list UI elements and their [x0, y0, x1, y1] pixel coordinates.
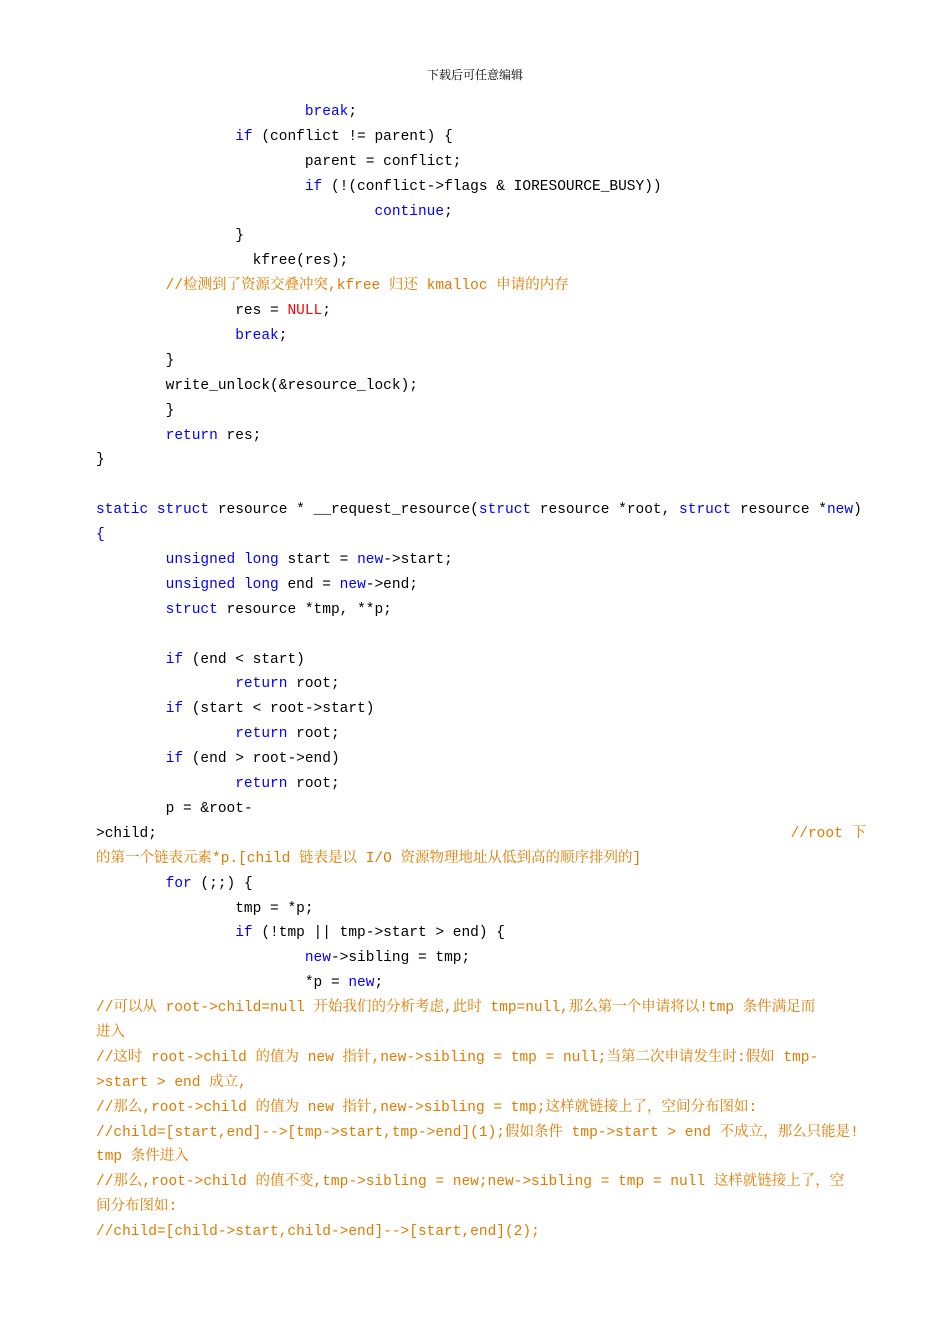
keyword: unsigned long	[165, 552, 279, 569]
keyword: if	[304, 178, 323, 195]
code-comment-line	[96, 1195, 866, 1220]
code-comment: //child=[child->start,child->end]-->[start,end](2);	[96, 1224, 540, 1241]
blank-line	[96, 473, 866, 498]
keyword: return	[165, 427, 218, 444]
keyword: struct	[165, 601, 218, 618]
keyword: if	[165, 751, 184, 768]
code-text: *p =	[304, 975, 349, 992]
code-line: res = NULL;	[235, 303, 331, 320]
keyword: struct	[156, 502, 210, 519]
code-line	[96, 847, 866, 872]
code-text: res =	[235, 303, 288, 320]
code-line	[96, 872, 866, 897]
code-text: resource *	[731, 502, 827, 519]
page-header: 下载后可任意编辑	[426, 68, 523, 82]
code-text: ->sibling = tmp;	[330, 950, 471, 967]
code-comment: 间分布图如:	[96, 1199, 178, 1216]
code-line	[96, 971, 866, 996]
code-text: (!(conflict->flags & IORESOURCE_BUSY))	[322, 178, 662, 195]
code-text: ;	[374, 975, 384, 992]
code-comment-line	[96, 1071, 866, 1096]
code-line	[96, 772, 866, 797]
code-comment-line	[96, 1096, 866, 1121]
code-line	[96, 722, 866, 747]
code-comment: //这时 root->child 的值为 new 指针,new->sibling = tmp = null;当第二次申请发生时:假如 tmp-	[96, 1049, 819, 1066]
code-text: (start < root->start)	[183, 701, 375, 718]
code-line	[96, 598, 866, 623]
code-text: }	[235, 228, 244, 245]
keyword: unsigned long	[165, 576, 279, 593]
code-comment: //那么,root->child 的值不变,tmp->sibling = new;new->sibling = tmp = null 这样就链接上了，空	[96, 1174, 845, 1191]
code-line	[96, 175, 866, 200]
code-line	[96, 374, 866, 399]
code-text: (!tmp || tmp->start > end) {	[252, 925, 505, 942]
keyword: for	[165, 875, 192, 892]
code-comment: 的第一个链表元素*p.[child 链表是以 I/O 资源物理地址从低到高的顺序排列的]	[96, 850, 642, 867]
code-line	[96, 921, 866, 946]
code-line: continue;	[374, 203, 453, 220]
code-line	[96, 448, 866, 473]
keyword: if	[235, 925, 253, 942]
code-comment-line	[96, 1220, 866, 1245]
code-comment: //检测到了资源交叠冲突,kfree 归还 kmalloc 申请的内存	[165, 278, 569, 295]
code-line	[96, 125, 866, 150]
code-text: ->start;	[383, 552, 453, 569]
code-comment: tmp 条件进入	[96, 1149, 189, 1166]
code-comment: >start > end 成立,	[96, 1074, 247, 1091]
code-line: break;	[304, 104, 358, 120]
keyword: struct	[679, 502, 732, 519]
code-text: res;	[217, 427, 262, 444]
code-comment: //child=[start,end]-->[tmp->start,tmp->end](1);假如条件 tmp->start > end 不成立，那么只能是!	[96, 1124, 859, 1141]
keyword: if	[235, 128, 253, 145]
code-text: write_unlock(&resource_lock);	[165, 377, 418, 394]
code-comment-line	[96, 996, 866, 1021]
keyword: return	[235, 676, 288, 693]
code-comment-line	[96, 1170, 866, 1195]
keyword: new	[826, 502, 854, 519]
code-line	[96, 648, 866, 673]
code-comment-line	[96, 1145, 866, 1170]
code-text: {	[96, 527, 105, 544]
code-text: (end < start)	[183, 651, 305, 668]
code-line	[96, 349, 866, 374]
code-comment-line	[96, 1021, 866, 1046]
keyword: if	[165, 651, 184, 668]
code-comment: 进入	[96, 1024, 125, 1041]
code-text: (;;) {	[191, 875, 253, 892]
keyword: continue	[374, 203, 445, 220]
code-text: }	[96, 452, 105, 469]
code-text: }	[165, 402, 175, 419]
blank-line	[96, 623, 866, 648]
code-text: (conflict != parent) {	[252, 128, 453, 145]
code-line	[96, 399, 866, 424]
code-text: )	[853, 502, 862, 519]
code-text: resource *tmp, **p;	[217, 601, 392, 618]
code-text: resource *root,	[531, 502, 680, 519]
code-line	[96, 249, 866, 274]
code-text: ->end;	[365, 576, 418, 593]
keyword: struct	[478, 502, 532, 519]
keyword: break	[304, 104, 349, 120]
code-line	[96, 822, 866, 847]
code-line	[96, 797, 866, 822]
keyword: new	[304, 950, 331, 967]
code-text: }	[165, 352, 175, 369]
keyword: new	[357, 552, 384, 569]
keyword: break	[235, 328, 279, 345]
code-comment: //root 下	[790, 825, 866, 842]
null-literal: NULL	[287, 303, 323, 320]
code-line	[96, 672, 866, 697]
code-line	[96, 697, 866, 722]
code-comment: //可以从 root->child=null 开始我们的分析考虑,此时 tmp=null,那么第一个申请将以!tmp 条件满足而	[96, 1000, 816, 1017]
code-text: start =	[278, 552, 358, 569]
code-line	[96, 523, 866, 548]
code-line	[96, 946, 866, 971]
code-line	[96, 498, 866, 523]
keyword: if	[165, 701, 184, 718]
code-comment: //那么,root->child 的值为 new 指针,new->sibling = tmp;这样就链接上了，空间分布图如:	[96, 1099, 758, 1116]
keyword: static	[96, 502, 149, 519]
code-text: parent = conflict;	[304, 153, 462, 170]
code-line	[96, 150, 866, 175]
code-line	[96, 897, 866, 922]
code-line	[96, 573, 866, 598]
code-line	[96, 274, 866, 299]
code-comment-line	[96, 1046, 866, 1071]
code-text: root;	[287, 726, 340, 743]
keyword: new	[348, 975, 375, 992]
code-block	[96, 100, 866, 1245]
keyword: return	[235, 726, 288, 743]
code-text: root;	[287, 776, 340, 793]
code-text: (end > root->end)	[183, 751, 340, 768]
code-line	[96, 747, 866, 772]
code-text: kfree(res);	[252, 253, 349, 270]
code-line	[96, 548, 866, 573]
code-line: break;	[235, 328, 288, 345]
code-text: end =	[278, 576, 340, 593]
code-text: resource * __request_resource(	[209, 502, 479, 519]
code-line	[96, 424, 866, 449]
code-text: >child;	[96, 825, 157, 842]
code-line	[96, 224, 866, 249]
keyword: new	[339, 576, 366, 593]
code-text: tmp = *p;	[235, 900, 314, 917]
keyword: return	[235, 776, 288, 793]
code-comment-line	[96, 1121, 866, 1146]
code-text: root;	[287, 676, 340, 693]
code-text: p = &root-	[165, 800, 253, 817]
